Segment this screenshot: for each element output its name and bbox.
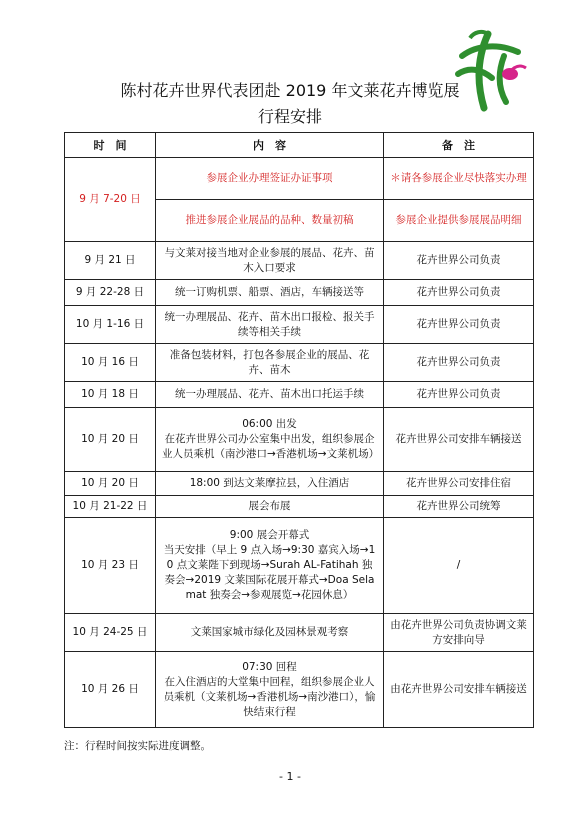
row-content: 参展企业办理签证办证事项: [156, 158, 384, 200]
row-content: 准备包装材料，打包各参展企业的展品、花卉、苗木: [156, 344, 384, 382]
row-remark: 花卉世界公司统筹: [384, 496, 534, 518]
row-remark: 花卉世界公司负责: [384, 242, 534, 280]
row-content: 展会布展: [156, 496, 384, 518]
row-content: 推进参展企业展品的品种、数量初稿: [156, 200, 384, 242]
table-row: [65, 652, 534, 728]
document-title: 陈村花卉世界代表团赴 2019 年文莱花卉博览展: [120, 81, 460, 100]
row-time: 10 月 20 日: [65, 408, 156, 472]
table-row: [65, 472, 534, 496]
page-number: - 1 -: [279, 770, 301, 783]
table-row: [65, 242, 534, 280]
row-remark: 花卉世界公司安排住宿: [384, 472, 534, 496]
table-header-row: [65, 133, 534, 158]
row-time: 10 月 16 日: [65, 344, 156, 382]
document-subtitle: 行程安排: [257, 107, 322, 126]
row-remark: 花卉世界公司负责: [384, 306, 534, 344]
row-time: 10 月 24-25 日: [65, 614, 156, 652]
row-time: 10 月 1-16 日: [65, 306, 156, 344]
row-content: 统一办理展品、花卉、苗木出口托运手续: [156, 382, 384, 408]
row-time: 10 月 23 日: [65, 518, 156, 614]
header-content: 内 容: [156, 133, 384, 158]
header-remark: 备 注: [384, 133, 534, 158]
row-content: 9:00 展会开幕式 当天安排（早上 9 点入场→9:30 嘉宾入场→10 点文莱陛下到现场→Surah AL-Fatihah 独奏会→2019 文莱国际花展开幕式→Doa Selamat 独奏会→参观展览→花园休息）: [156, 518, 384, 614]
row-content: 与文莱对接当地对企业参展的展品、花卉、苗木入口要求: [156, 242, 384, 280]
row-remark: 花卉世界公司负责: [384, 280, 534, 306]
table-row: [65, 344, 534, 382]
row-content: 18:00 到达文莱摩拉县，入住酒店: [156, 472, 384, 496]
row-remark: 花卉世界公司负责: [384, 344, 534, 382]
table-row: [65, 496, 534, 518]
row-time: 9 月 7-20 日: [65, 158, 156, 242]
table-row: [65, 158, 534, 200]
row-content: 统一办理展品、花卉、苗木出口报检、报关手续等相关手续: [156, 306, 384, 344]
row-time: 9 月 21 日: [65, 242, 156, 280]
row-content: 文莱国家城市绿化及园林景观考察: [156, 614, 384, 652]
row-remark: 由花卉世界公司安排车辆接送: [384, 652, 534, 728]
table-row: [65, 306, 534, 344]
row-content: 统一订购机票、船票、酒店，车辆接送等: [156, 280, 384, 306]
row-remark: 花卉世界公司安排车辆接送: [384, 408, 534, 472]
row-time: 10 月 26 日: [65, 652, 156, 728]
table-row: [65, 614, 534, 652]
footnote: 注：行程时间按实际进度调整。: [64, 740, 211, 752]
row-content: 06:00 出发 在花卉世界公司办公室集中出发，组织参展企业人员乘机（南沙港口→香港机场→文莱机场）: [156, 408, 384, 472]
row-time: 9 月 22-28 日: [65, 280, 156, 306]
row-time: 10 月 21-22 日: [65, 496, 156, 518]
table-row: [65, 382, 534, 408]
row-remark: 花卉世界公司负责: [384, 382, 534, 408]
header-time: 时 间: [65, 133, 156, 158]
row-time: 10 月 20 日: [65, 472, 156, 496]
row-remark: ＊请各参展企业尽快落实办理: [384, 158, 534, 200]
row-time: 10 月 18 日: [65, 382, 156, 408]
table-row: [65, 408, 534, 472]
row-remark: 由花卉世界公司负责协调文莱方安排向导: [384, 614, 534, 652]
row-remark: 参展企业提供参展展品明细: [384, 200, 534, 242]
schedule-table: [64, 132, 534, 728]
table-row: [65, 280, 534, 306]
row-remark: /: [384, 518, 534, 614]
table-row: [65, 518, 534, 614]
row-content: 07:30 回程 在入住酒店的大堂集中回程，组织参展企业人员乘机（文莱机场→香港机场→南沙港口），愉快结束行程: [156, 652, 384, 728]
